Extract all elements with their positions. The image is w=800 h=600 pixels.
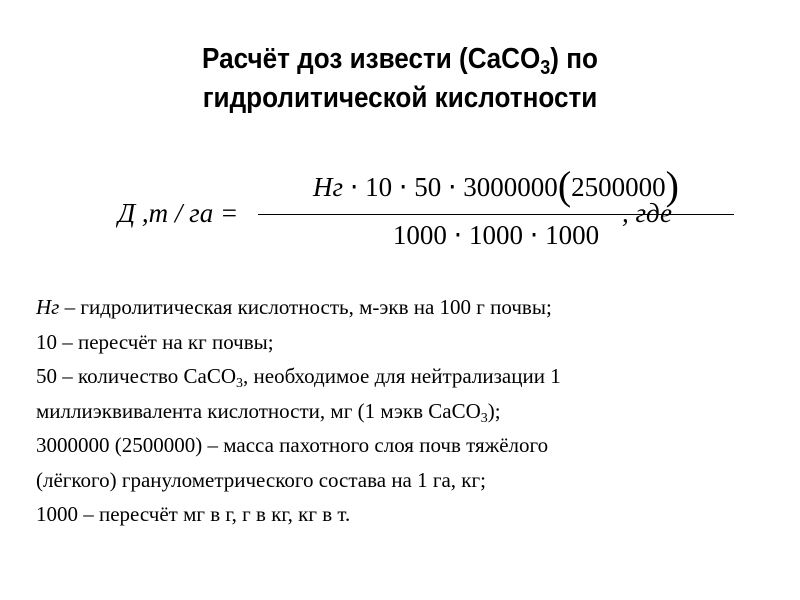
description-text: , необходимое для нейтрализации 1 [243,364,561,388]
description-line: 1000 – пересчёт мг в г, г в кг, кг в т. [36,502,351,526]
formula-lhs: Д ,т / га = [118,198,239,228]
numerator-terms: ⋅ 10 ⋅ 50 ⋅ 3000000 [343,172,558,202]
description-variable: Нг [36,295,60,319]
formula-denominator: 1000 ⋅ 1000 ⋅ 1000 [392,220,600,250]
title-text: Расчёт доз извести (CaCO [202,43,541,75]
numerator-variable: Нг [313,172,344,202]
formula-description [36,290,776,532]
description-text: ); [487,398,501,423]
dose-formula [118,163,698,260]
title-subscript: 3 [540,57,551,79]
description-text: миллиэквивалента кислотности, мг (1 мэкв CaCO [36,398,481,423]
description-line [36,359,776,394]
title-line-1 [40,40,760,79]
formula-rhs: , где [622,198,673,228]
description-line: 10 – пересчёт на кг почвы; [36,329,274,354]
description-line [36,290,776,325]
slide-title [40,40,760,118]
paren-open: ( [557,163,572,208]
description-line: 3000000 (2500000) – масса пахотного слоя почв тяжёлого [36,433,549,457]
description-line: (лёгкого) гранулометрического состава на 1 га, кг; [36,467,486,492]
title-text-end: ) по [550,43,598,75]
description-subscript: 3 [480,410,488,426]
description-text: – гидролитическая кислотность, м-экв на 100 г почвы; [59,295,552,319]
title-line-2: гидролитической кислотности [202,82,598,114]
description-subscript: 3 [236,376,244,391]
description-line [36,394,776,429]
numerator-paren-value: 2500000 [571,172,666,202]
paren-close: ) [665,163,679,208]
description-text: 50 – количество CaCO [36,364,237,388]
